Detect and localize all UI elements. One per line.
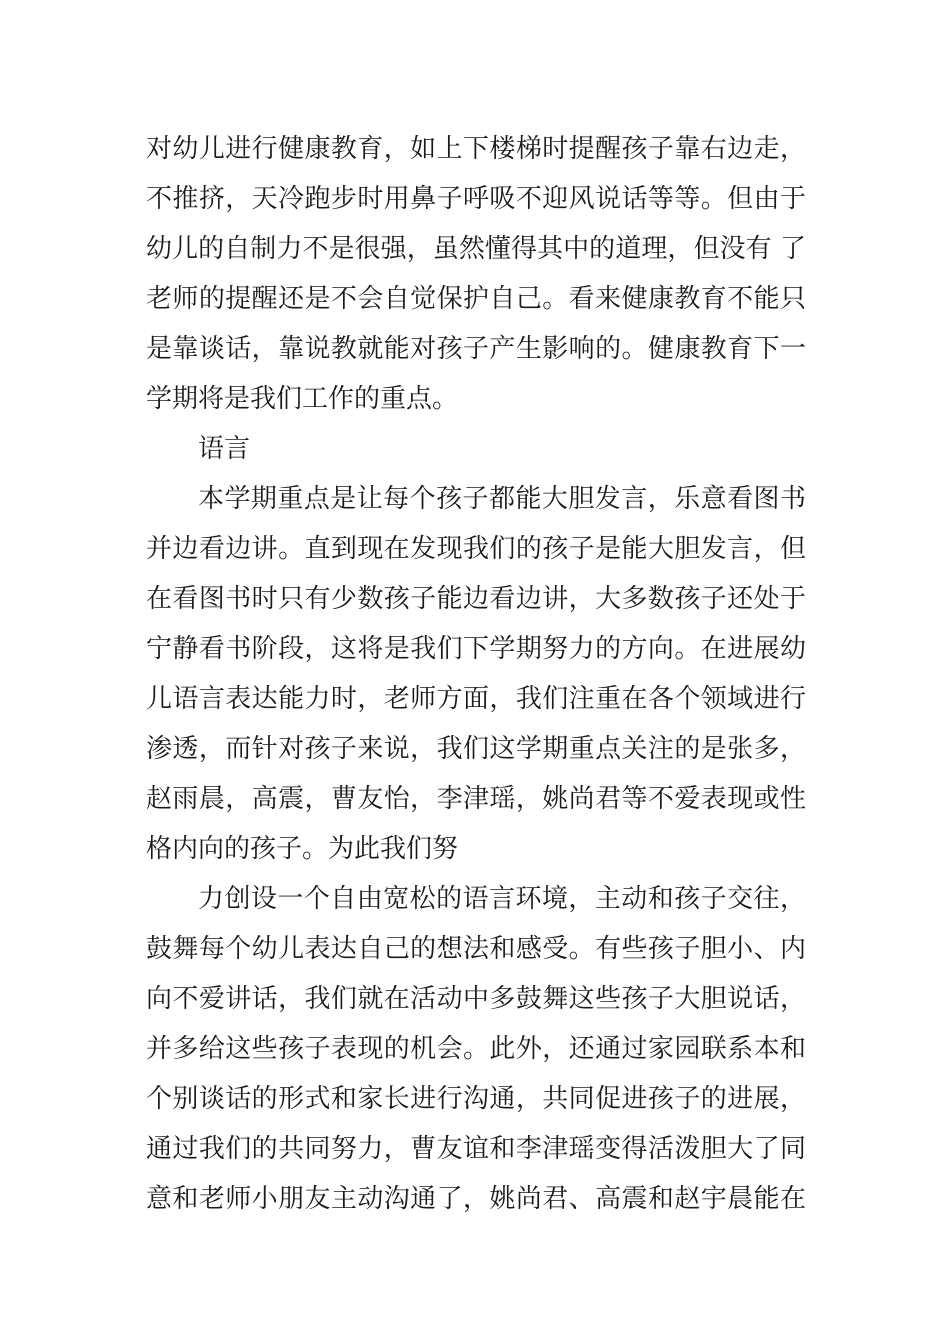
text-line: 在看图书时只有少数孩子能边看边讲，大多数孩子还处于	[146, 584, 806, 614]
text-line: 并多给这些孩子表现的机会。此外，还通过家园联系本和	[146, 1034, 806, 1064]
text-line: 向不爱讲话，我们就在活动中多鼓舞这些孩子大胆说话，	[146, 984, 806, 1014]
text-line: 并边看边讲。直到现在发现我们的孩子是能大胆发言，但	[146, 534, 806, 564]
body-text	[146, 124, 806, 1224]
section-heading: 语言	[198, 434, 251, 464]
text-line: 通过我们的共同努力，曹友谊和李津瑶变得活泼胆大了同	[146, 1134, 806, 1164]
text-line: 渗透，而针对孩子来说，我们这学期重点关注的是张多，	[146, 734, 806, 764]
text-line: 对幼儿进行健康教育，如上下楼梯时提醒孩子靠右边走，	[146, 134, 806, 164]
text-line: 个别谈话的形式和家长进行沟通，共同促进孩子的进展，	[146, 1084, 806, 1114]
text-line: 鼓舞每个幼儿表达自己的想法和感受。有些孩子胆小、内	[146, 934, 806, 964]
text-line: 是靠谈话，靠说教就能对孩子产生影响的。健康教育下一	[146, 334, 806, 364]
text-line: 意和老师小朋友主动沟通了，姚尚君、高震和赵宇晨能在	[146, 1184, 806, 1214]
text-line: 宁静看书阶段，这将是我们下学期努力的方向。在进展幼	[146, 634, 806, 664]
text-line: 学期将是我们工作的重点。	[146, 384, 459, 414]
text-line: 格内向的孩子。为此我们努	[146, 834, 459, 864]
text-line: 本学期重点是让每个孩子都能大胆发言，乐意看图书	[198, 484, 806, 514]
text-line: 儿语言表达能力时，老师方面，我们注重在各个领域进行	[146, 684, 806, 714]
text-line: 力创设一个自由宽松的语言环境，主动和孩子交往，	[198, 884, 806, 914]
text-line: 老师的提醒还是不会自觉保护自己。看来健康教育不能只	[146, 284, 806, 314]
text-line: 赵雨晨，高震，曹友怡，李津瑶，姚尚君等不爱表现或性	[146, 784, 806, 814]
text-line: 幼儿的自制力不是很强，虽然懂得其中的道理，但没有 了	[146, 234, 806, 264]
text-line: 不推挤，天冷跑步时用鼻子呼吸不迎风说话等等。但由于	[146, 184, 806, 214]
